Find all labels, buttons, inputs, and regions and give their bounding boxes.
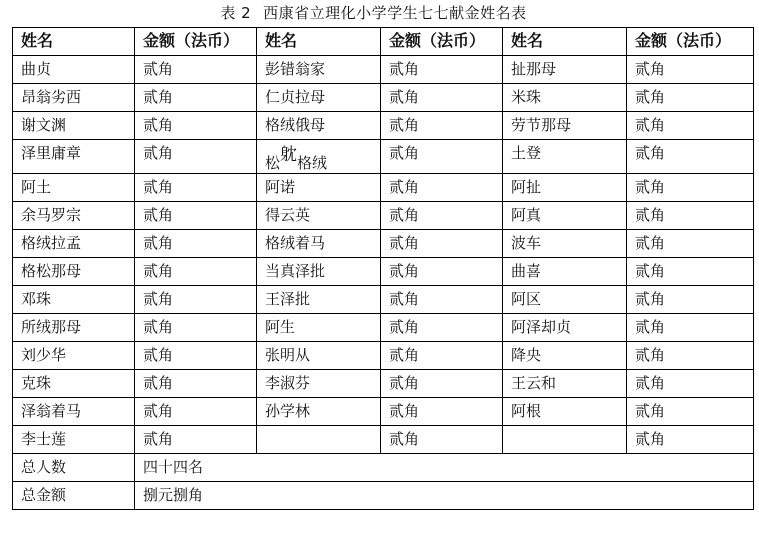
name-cell: 波车: [503, 230, 627, 258]
name-cell: 李士莲: [13, 426, 135, 454]
amount-cell: 贰角: [381, 84, 503, 112]
name-cell: 王泽批: [257, 286, 381, 314]
name-cell: 彭错翁家: [257, 56, 381, 84]
amount-cell: 贰角: [627, 202, 754, 230]
amount-cell: 贰角: [135, 258, 257, 286]
name-cell: 张明从: [257, 342, 381, 370]
table-row: [13, 370, 754, 398]
amount-cell: 贰角: [627, 398, 754, 426]
name-cell: 泽里庸章: [13, 140, 135, 174]
header-amount-col-2: 金额（法币）: [381, 28, 503, 56]
table-row: [13, 84, 754, 112]
table-caption: [0, 2, 759, 24]
name-cell: 克珠: [13, 370, 135, 398]
amount-cell: 贰角: [135, 398, 257, 426]
amount-cell: 贰角: [627, 258, 754, 286]
name-cell: 扯那母: [503, 56, 627, 84]
header-amount-col-1: 金额（法币）: [135, 28, 257, 56]
total-count-label: 总人数: [13, 454, 135, 482]
name-cell: 谢文渊: [13, 112, 135, 140]
name-cell: 阿真: [503, 202, 627, 230]
name-part-b: 格绒: [297, 154, 328, 172]
table-row: [13, 230, 754, 258]
amount-cell: 贰角: [381, 202, 503, 230]
name-cell: 曲贞: [13, 56, 135, 84]
name-cell: 昂翁劣西: [13, 84, 135, 112]
name-cell: 阿诺: [257, 174, 381, 202]
name-cell-rare-character: [257, 140, 381, 174]
name-cell: 降央: [503, 342, 627, 370]
amount-cell: 贰角: [381, 230, 503, 258]
name-cell: 阿区: [503, 286, 627, 314]
table-body: [13, 28, 754, 510]
name-cell: 刘少华: [13, 342, 135, 370]
name-cell: 米珠: [503, 84, 627, 112]
total-amount-value: 捌元捌角: [135, 482, 754, 510]
name-cell: 泽翁着马: [13, 398, 135, 426]
amount-cell: 贰角: [627, 112, 754, 140]
name-cell: [257, 426, 381, 454]
amount-cell: 贰角: [381, 342, 503, 370]
name-cell: 格绒俄母: [257, 112, 381, 140]
amount-cell: 贰角: [135, 56, 257, 84]
amount-cell: 贰角: [627, 370, 754, 398]
amount-cell: 贰角: [381, 258, 503, 286]
name-cell: 阿扯: [503, 174, 627, 202]
amount-cell: 贰角: [135, 140, 257, 174]
header-name-col-1: 姓名: [13, 28, 135, 56]
name-cell: [503, 426, 627, 454]
name-cell: 王云和: [503, 370, 627, 398]
name-cell: 阿泽却贞: [503, 314, 627, 342]
amount-cell: 贰角: [381, 174, 503, 202]
amount-cell: 贰角: [135, 84, 257, 112]
amount-cell: 贰角: [381, 140, 503, 174]
total-count-value: 四十四名: [135, 454, 754, 482]
amount-cell: 贰角: [381, 286, 503, 314]
name-cell: 邓珠: [13, 286, 135, 314]
amount-cell: 贰角: [381, 426, 503, 454]
table-row: [13, 258, 754, 286]
table-row: [13, 174, 754, 202]
amount-cell: 贰角: [135, 314, 257, 342]
amount-cell: 贰角: [135, 286, 257, 314]
name-cell: 所绒那母: [13, 314, 135, 342]
table-row: [13, 426, 754, 454]
name-cell: 孙学林: [257, 398, 381, 426]
name-cell: 当真泽批: [257, 258, 381, 286]
header-name-col-3: 姓名: [503, 28, 627, 56]
amount-cell: 贰角: [381, 370, 503, 398]
amount-cell: 贰角: [381, 398, 503, 426]
amount-cell: 贰角: [135, 370, 257, 398]
amount-cell: 贰角: [381, 314, 503, 342]
amount-cell: 贰角: [135, 426, 257, 454]
name-cell: 阿土: [13, 174, 135, 202]
name-part-a: 松: [265, 154, 281, 172]
amount-cell: 贰角: [381, 56, 503, 84]
table-row: [13, 314, 754, 342]
amount-cell: 贰角: [627, 84, 754, 112]
amount-cell: 贰角: [627, 140, 754, 174]
name-cell: 阿生: [257, 314, 381, 342]
table-row: [13, 112, 754, 140]
total-amount-label: 总金额: [13, 482, 135, 510]
header-amount-col-3: 金额（法币）: [627, 28, 754, 56]
name-rare-character: 躭: [280, 145, 298, 165]
name-cell: 得云英: [257, 202, 381, 230]
amount-cell: 贰角: [135, 202, 257, 230]
amount-cell: 贰角: [135, 112, 257, 140]
name-cell: 余马罗宗: [13, 202, 135, 230]
name-cell: 格绒拉孟: [13, 230, 135, 258]
amount-cell: 贰角: [627, 426, 754, 454]
name-cell: 仁贞拉母: [257, 84, 381, 112]
amount-cell: 贰角: [627, 314, 754, 342]
name-cell: 曲喜: [503, 258, 627, 286]
table-row: [13, 286, 754, 314]
name-cell: 阿根: [503, 398, 627, 426]
amount-cell: 贰角: [627, 342, 754, 370]
amount-cell: 贰角: [627, 230, 754, 258]
amount-cell: 贰角: [135, 342, 257, 370]
table-row: [13, 56, 754, 84]
header-name-col-2: 姓名: [257, 28, 381, 56]
caption-label: 表 2: [220, 4, 252, 22]
name-cell: 格松那母: [13, 258, 135, 286]
total-count-row: [13, 454, 754, 482]
table-row: [13, 398, 754, 426]
name-cell: 劳节那母: [503, 112, 627, 140]
amount-cell: 贰角: [135, 230, 257, 258]
name-cell: 格绒着马: [257, 230, 381, 258]
amount-cell: 贰角: [135, 174, 257, 202]
amount-cell: 贰角: [627, 286, 754, 314]
amount-cell: 贰角: [381, 112, 503, 140]
name-cell: 土登: [503, 140, 627, 174]
table-row: [13, 140, 754, 174]
total-amount-row: [13, 482, 754, 510]
caption-text: 西康省立理化小学学生七七献金姓名表: [263, 4, 527, 22]
header-row: [13, 28, 754, 56]
amount-cell: 贰角: [627, 56, 754, 84]
table-row: [13, 342, 754, 370]
donation-names-table: [12, 27, 754, 510]
table-row: [13, 202, 754, 230]
amount-cell: 贰角: [627, 174, 754, 202]
name-cell: 李淑芬: [257, 370, 381, 398]
